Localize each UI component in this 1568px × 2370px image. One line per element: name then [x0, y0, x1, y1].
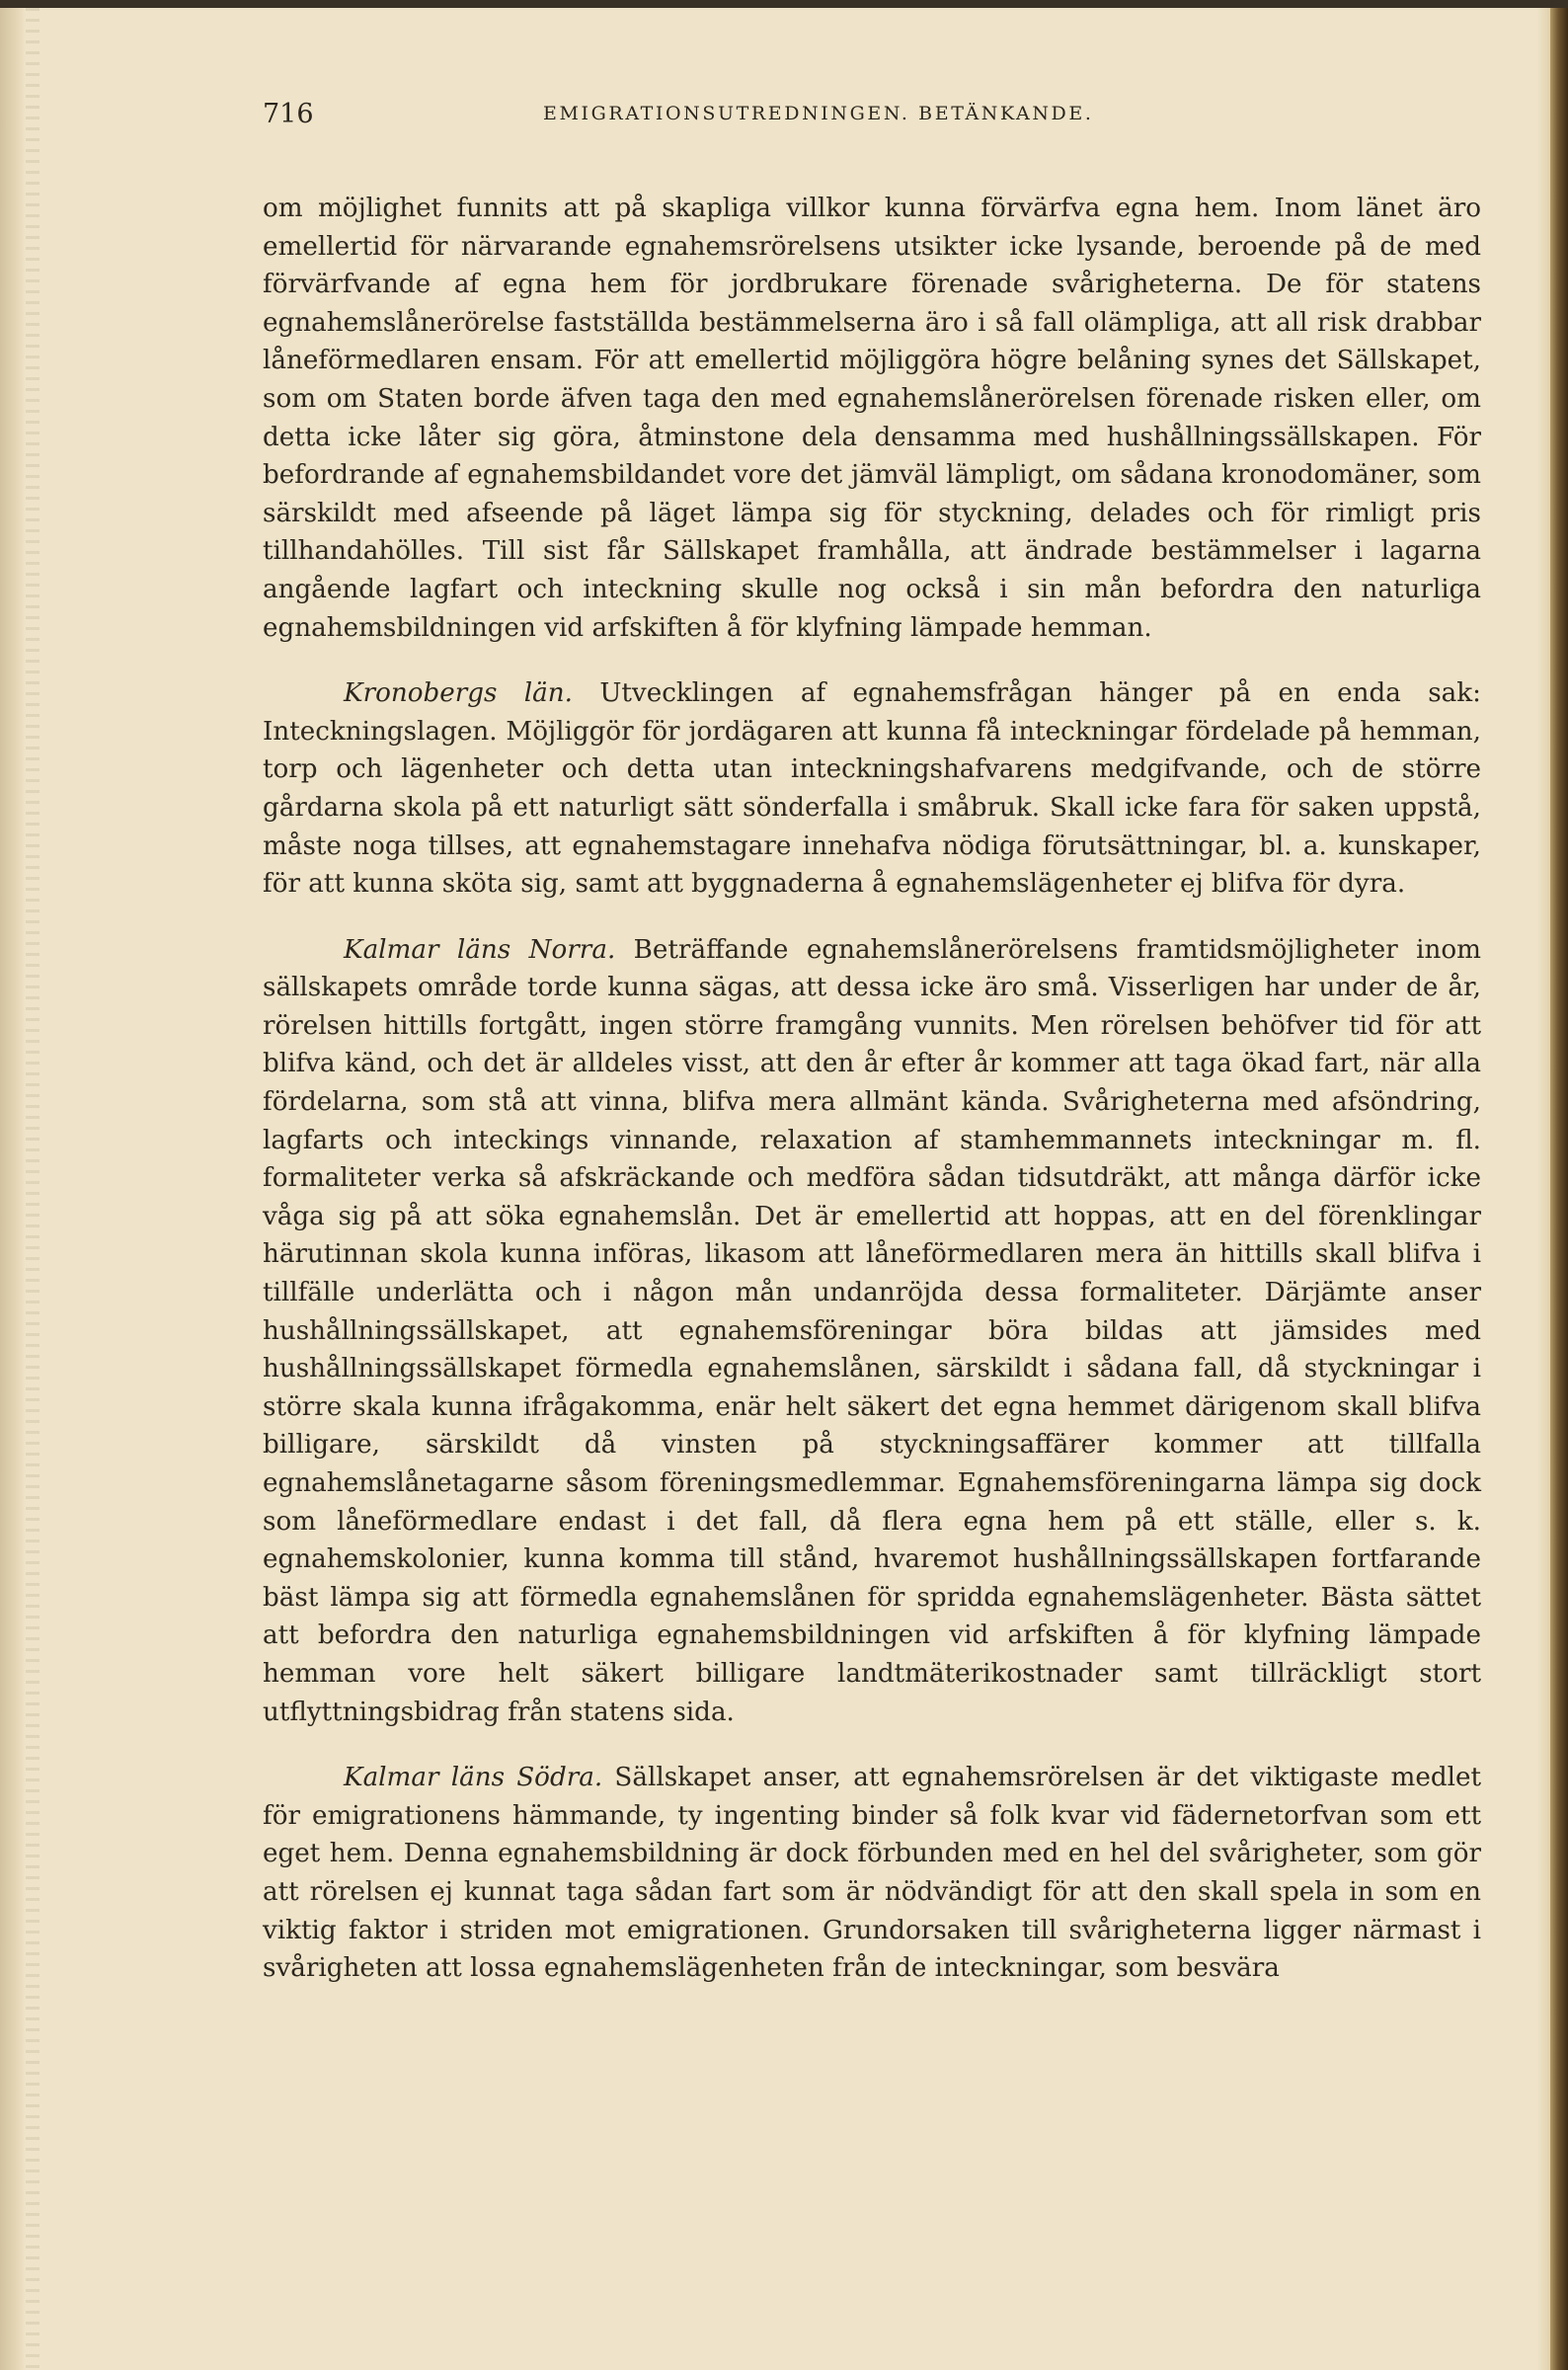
page-top-edge: [0, 0, 1568, 8]
paragraph-text: om möjlighet funnits att på skapliga villkor kunna förvärfva egna hem. Inom länet äro emellertid för närvarande egnahemsrörelsens utsikter icke lysande, beroende på de med förvärfvande af egna hem för jordbrukare förenade svårigheterna. De för statens egnahemslånerörelse fastställda bestämmelserna äro i så fall olämpliga, att all risk drabbar låneförmedlaren ensam. För att emellertid möjliggöra högre belåning synes det Sällskapet, som om Staten borde äfven taga den med egnahemslånerörelsen förenade risken eller, om detta icke låter sig göra, åtminstone dela densamma med hushållningssällskapen. För befordrande af egnahemsbildandet vore det jämväl lämpligt, om sådana kronodomäner, som särskildt med afseende på läget lämpa sig för styckning, delades och för rimligt pris tillhandahölles. Till sist får Sällskapet framhålla, att ändrade bestämmelser i lagarna angående lagfart och inteckning skulle nog också i sin mån befordra den naturliga egnahemsbildningen vid arfskiften å för klyfning lämpade hemman.: [263, 194, 1481, 643]
paragraph-text: Sällskapet anser, att egnahemsrörelsen är det viktigaste medlet för emigrationens hämmande, ty ingenting binder så folk kvar vid fädernetorfvan som ett eget hem. Denna egnahemsbildning är dock förbunden med en hel del svårigheter, som gör att rörelsen ej kunnat taga sådan fart som är nödvändigt för att den skall spela in som en viktig faktor i striden mot emigrationen. Grundorsaken till svårigheterna ligger närmast i svårigheten att lossa egnahemslägenheten från de inteckningar, som besvära: [263, 1763, 1481, 1984]
left-margin-texture: [26, 8, 39, 2370]
paragraph-text: Beträffande egnahemslånerörelsens framtidsmöjligheter inom sällskapets område torde kunna sägas, att dessa icke äro små. Visserligen har under de år, rörelsen hittills fortgått, ingen större framgång vunnits. Men rörelsen behöfver tid för att blifva känd, och det är alldeles visst, att den år efter år kommer att taga ökad fart, när alla fördelarna, som stå att vinna, blifva mera allmänt kända. Svårigheterna med afsöndring, lagfarts och inteckings vinnande, relaxation af stamhemmannets inteckningar m. fl. formaliteter verka så afskräckande och medföra sådan tidsutdräkt, att många därför icke våga sig på att söka egnahemslån. Det är emellertid att hoppas, att en del förenklingar härutinnan skola kunna införas, likasom att låneförmedlaren mera än hittills skall blifva i tillfälle underlätta och i någon mån undanröjda dessa formaliteter. Därjämte anser hushållningssällskapet, att egnahemsföreningar böra bildas att jämsides med hushållningssällskapet förmedla egnahemslånen, särskildt i sådana fall, då styckningar i större skala kunna ifrågakomma, enär helt säkert det egna hemmet därigenom skall blifva billigare, särskildt då vinsten på styckningsaffärer kommer att tillfalla egnahemslånetagarne såsom föreningsmedlemmar. Egnahemsföreningarna lämpa sig dock som låneförmedlare endast i det fall, då flera egna hem på ett ställe, eller s. k. egnahemskolonier, kunna komma till stånd, hvaremot hushållningssällskapen fortfarande bäst lämpa sig att förmedla egnahemslånen för spridda egnahemslägenheter. Bästa sättet att befordra den naturliga egnahemsbildningen vid arfskiften å för klyfning lämpade hemman vore helt säkert billigare landtmäterikostnader samt tillräckligt stort utflyttningsbidrag från statens sida.: [263, 934, 1481, 1727]
paragraph: [263, 1759, 1481, 1988]
right-page-edge: [1536, 8, 1550, 2370]
paragraph: [263, 674, 1481, 904]
paragraph: [263, 931, 1481, 1731]
left-page-shadow: [0, 8, 26, 2370]
body-text: [263, 190, 1481, 1988]
document-page: [263, 99, 1481, 1988]
region-heading: Kalmar läns Södra.: [344, 1763, 603, 1793]
page-header: [263, 99, 1481, 138]
region-heading: Kronobergs län.: [344, 678, 573, 709]
paragraph: [263, 190, 1481, 647]
page-number: 716: [263, 99, 314, 129]
running-head: EMIGRATIONSUTREDNINGEN. BETÄNKANDE.: [543, 103, 1094, 124]
book-binding: [1550, 8, 1568, 2370]
paragraph-text: Utvecklingen af egnahemsfrågan hänger på en enda sak: Inteckningslagen. Möjliggör för jordägaren att kunna få inteckningar fördelade på hemman, torp och lägenheter och detta utan inteckningshafvarens medgifvande, och de större gårdarna skola på ett naturligt sätt sönderfalla i småbruk. Skall icke fara för saken uppstå, måste noga tillses, att egnahemstagare innehafva nödiga förutsättningar, bl. a. kunskaper, för att kunna sköta sig, samt att byggnaderna å egnahemslägenheter ej blifva för dyra.: [263, 678, 1481, 900]
region-heading: Kalmar läns Norra.: [344, 934, 616, 965]
